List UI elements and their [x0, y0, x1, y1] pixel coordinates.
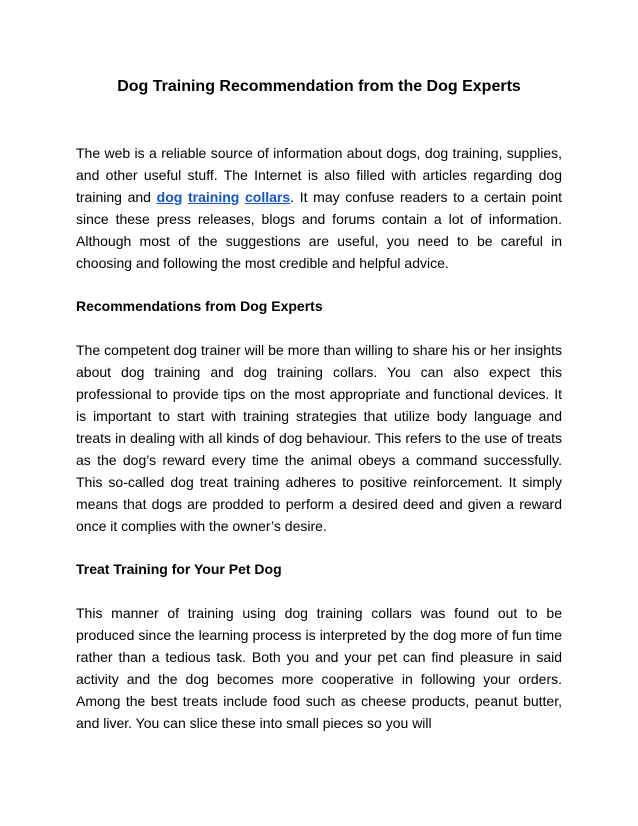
link-collars[interactable]: collars [245, 189, 291, 205]
section-heading-treat-training: Treat Training for Your Pet Dog [76, 561, 282, 577]
section-body-treat-training: This manner of training using dog training collars was found out to be produced since the learning process is interpreted by the dog more of fun time rather than a tedious task. Both you and your pet can find pleasure in said activity and the dog becomes more cooperative in following your orders. Among the best treats include food such as cheese products, peanut butter, and liver. You can slice these into small pieces so you will [76, 605, 562, 731]
link-dog[interactable]: dog [156, 189, 183, 205]
intro-text-after: . It may confuse readers to a certain point since these press releases, blogs and forums contain a lot of information. Although most of the suggestions are useful, you need to be careful in choosing and following the most credible and helpful advice. [76, 189, 563, 271]
document-page [76, 76, 562, 734]
section-heading-recommendations: Recommendations from Dog Experts [76, 298, 323, 314]
section-body-recommendations: The competent dog trainer will be more than willing to share his or her insights about dog training and dog training collars. You can also expect this professional to provide tips on the most appropriate and functional devices. It is important to start with training strategies that utilize body language and treats in dealing with all kinds of dog behaviour. This refers to the use of treats as the dog’s reward every time the animal obeys a command successfully. This so-called dog treat training adheres to positive reinforcement. It simply means that dogs are prodded to perform a desired deed and given a reward once it complies with the owner’s desire. [76, 342, 562, 534]
intro-text-before: The web is a reliable source of information about dogs, dog training, supplies, and other useful stuff. The Internet is also filled with articles regarding dog training and [76, 145, 562, 205]
intro-paragraph [76, 142, 562, 274]
document-title: Dog Training Recommendation from the Dog Experts [117, 78, 521, 95]
link-training[interactable]: training [187, 189, 240, 205]
